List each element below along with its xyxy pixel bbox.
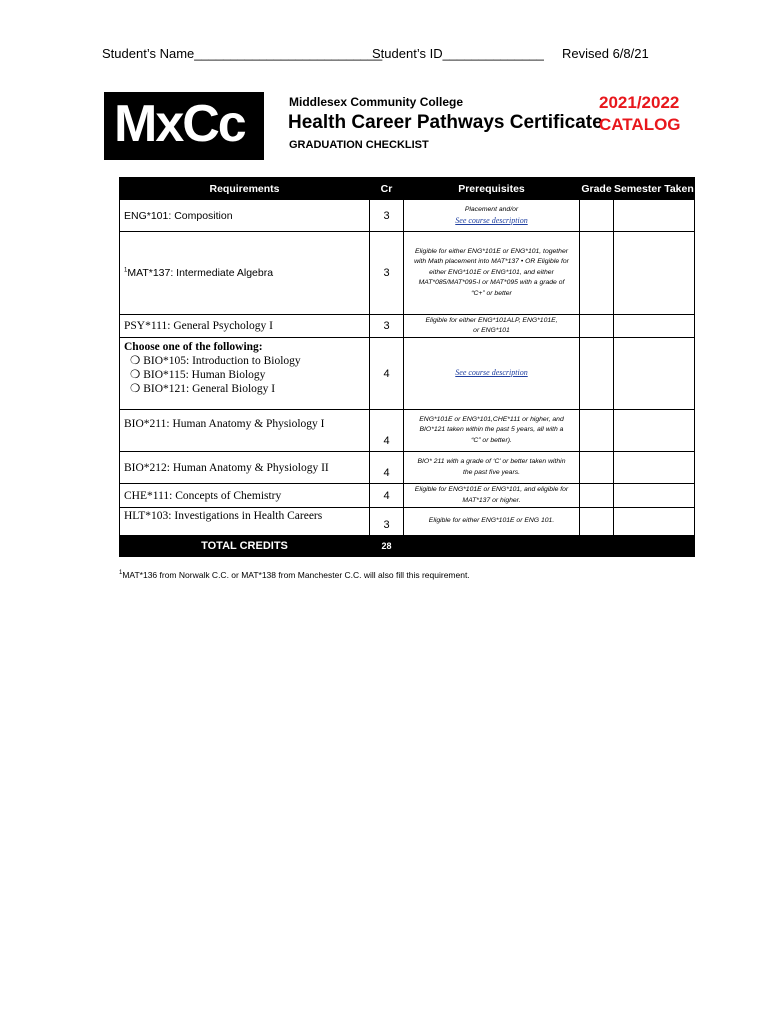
option-text: BIO*105: Introduction to Biology — [143, 355, 301, 367]
prerequisite-cell: Eligible for either ENG*101ALP, ENG*101E, or ENG*101 — [404, 315, 580, 338]
table-row — [120, 452, 695, 484]
prerequisite-cell — [404, 338, 580, 410]
certificate-title: Health Career Pathways Certificate — [288, 112, 603, 133]
logo-wordmark: MxCc — [114, 95, 245, 153]
college-name: Middlesex Community College — [289, 95, 464, 109]
grade-cell[interactable] — [580, 232, 614, 315]
grade-cell[interactable] — [580, 338, 614, 410]
footnote — [119, 570, 470, 580]
table-row — [120, 484, 695, 508]
course-description-link[interactable]: See course description — [455, 367, 528, 377]
semester-cell[interactable] — [614, 484, 695, 508]
table-row — [120, 508, 695, 536]
total-filler — [404, 536, 695, 557]
total-row — [120, 536, 695, 557]
semester-cell[interactable] — [614, 508, 695, 536]
grade-cell[interactable] — [580, 410, 614, 452]
total-label: TOTAL CREDITS — [120, 536, 370, 557]
student-id-field: Student’s ID______________ — [372, 46, 544, 61]
requirement-text: MAT*137: Intermediate Algebra — [127, 267, 274, 279]
grade-cell[interactable] — [580, 452, 614, 484]
requirements-table — [119, 177, 695, 557]
requirement-cell: ENG*101: Composition — [120, 200, 370, 232]
circle-bullet-icon: ❍ — [130, 383, 141, 395]
credit-cell: 3 — [370, 508, 404, 536]
header-grade: Grade — [580, 178, 614, 200]
semester-cell[interactable] — [614, 315, 695, 338]
header-semester: Semester Taken — [614, 178, 695, 200]
grade-cell[interactable] — [580, 315, 614, 338]
list-item — [124, 382, 369, 396]
circle-bullet-icon: ❍ — [130, 355, 141, 367]
semester-cell[interactable] — [614, 200, 695, 232]
catalog-label: CATALOG — [599, 115, 681, 134]
list-item — [124, 368, 369, 382]
header-requirements: Requirements — [120, 178, 370, 200]
header-credits: Cr — [370, 178, 404, 200]
prerequisite-cell — [404, 200, 580, 232]
footnote-marker: 1 — [124, 267, 128, 274]
prerequisite-cell: Eligible for either ENG*101E or ENG 101. — [404, 508, 580, 536]
circle-bullet-icon: ❍ — [130, 369, 141, 381]
prerequisite-cell: ENG*101E or ENG*101,CHE*111 or higher, and BIO*121 taken within the past 5 years, all with a “C” or better). — [404, 410, 580, 452]
table-row — [120, 315, 695, 338]
requirement-cell: PSY*111: General Psychology I — [120, 315, 370, 338]
revised-date: Revised 6/8/21 — [562, 46, 649, 61]
credit-cell: 4 — [370, 338, 404, 410]
grade-cell[interactable] — [580, 200, 614, 232]
semester-cell[interactable] — [614, 338, 695, 410]
footnote-text: MAT*136 from Norwalk C.C. or MAT*138 from Manchester C.C. will also fill this requirement. — [122, 570, 470, 580]
footnote-marker: 1 — [119, 570, 123, 577]
requirement-cell: BIO*212: Human Anatomy & Physiology II — [120, 452, 370, 484]
semester-cell[interactable] — [614, 452, 695, 484]
requirement-cell — [120, 338, 370, 410]
grade-cell[interactable] — [580, 508, 614, 536]
requirement-cell: CHE*111: Concepts of Chemistry — [120, 484, 370, 508]
prerequisite-cell: BIO* 211 with a grade of ‘C’ or better taken within the past five years. — [404, 452, 580, 484]
credit-cell: 4 — [370, 452, 404, 484]
semester-cell[interactable] — [614, 410, 695, 452]
course-description-link[interactable]: See course description — [455, 215, 528, 225]
table-header-row — [120, 178, 695, 200]
credit-cell: 3 — [370, 232, 404, 315]
header-prerequisites: Prerequisites — [404, 178, 580, 200]
checklist-title: GRADUATION CHECKLIST — [289, 139, 429, 151]
option-text: BIO*121: General Biology I — [143, 383, 276, 395]
grade-cell[interactable] — [580, 484, 614, 508]
semester-cell[interactable] — [614, 232, 695, 315]
credit-cell: 3 — [370, 315, 404, 338]
table-row — [120, 200, 695, 232]
table-row — [120, 410, 695, 452]
student-name-field: Student’s Name__________________________ — [102, 46, 383, 61]
prerequisite-cell: Eligible for ENG*101E or ENG*101, and eligible for MAT*137 or higher. — [404, 484, 580, 508]
prerequisite-cell: Eligible for either ENG*101E or ENG*101, together with Math placement into MAT*137 • OR Eligible for either ENG*101E or ENG*101, and either MAT*085/MAT*095-I or MAT*095 with a grade of “C+” or better — [404, 232, 580, 315]
logo-subtext: MIDDLESEX COMMUNITY COLLEGE — [104, 150, 252, 159]
total-value: 28 — [370, 536, 404, 557]
choose-heading: Choose one of the following: — [124, 341, 263, 353]
table-row — [120, 232, 695, 315]
requirement-cell: HLT*103: Investigations in Health Careers — [120, 508, 370, 536]
table-row — [120, 338, 695, 410]
option-text: BIO*115: Human Biology — [143, 369, 266, 381]
credit-cell: 4 — [370, 484, 404, 508]
requirement-cell — [120, 232, 370, 315]
list-item — [124, 354, 369, 368]
catalog-year: 2021/2022 — [599, 93, 680, 112]
prerequisite-text: Placement and/or — [464, 206, 519, 213]
credit-cell: 3 — [370, 200, 404, 232]
credit-cell: 4 — [370, 410, 404, 452]
requirement-cell: BIO*211: Human Anatomy & Physiology I — [120, 410, 370, 452]
